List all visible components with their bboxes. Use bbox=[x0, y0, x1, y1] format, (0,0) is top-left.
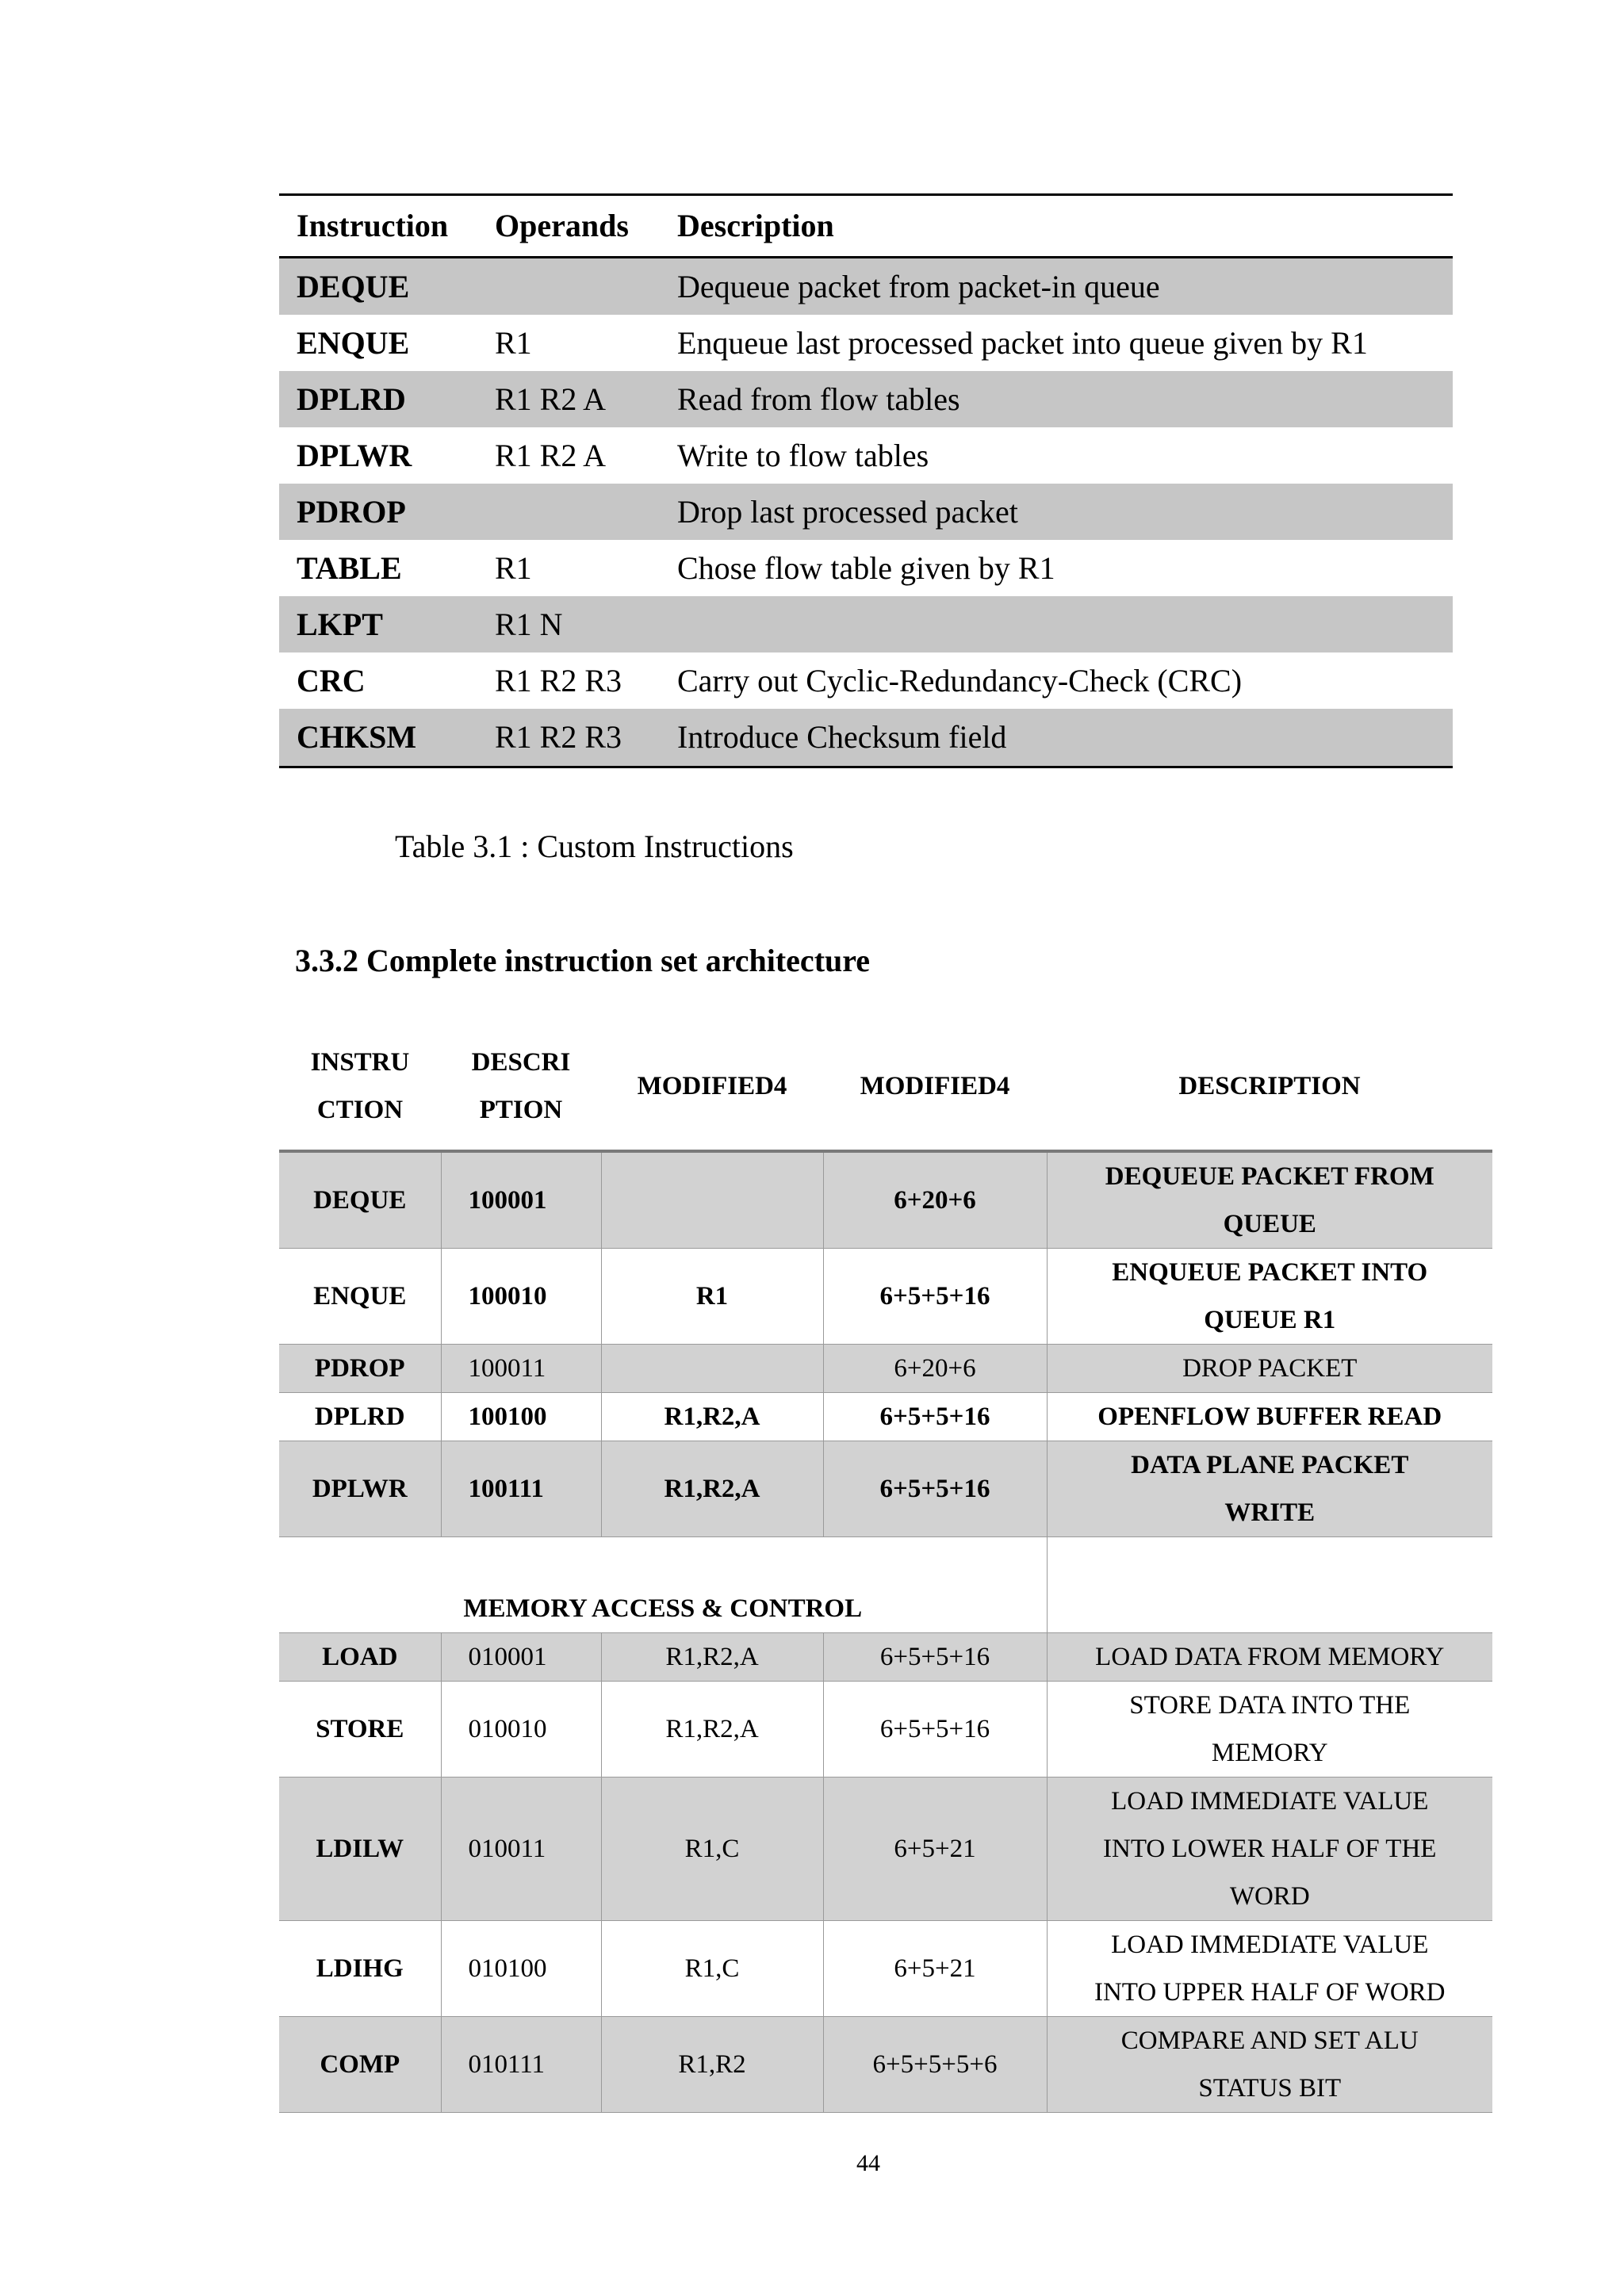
description-cell bbox=[1047, 1682, 1492, 1777]
opcode-cell: 100011 bbox=[441, 1345, 601, 1393]
description-cell bbox=[1047, 2017, 1492, 2113]
operands-cell bbox=[477, 484, 660, 540]
description-cell: DROP PACKET bbox=[1047, 1345, 1492, 1393]
description-line: DEQUEUE PACKET FROM bbox=[1105, 1162, 1434, 1191]
instruction-cell: DEQUE bbox=[279, 1151, 441, 1249]
instruction-cell: PDROP bbox=[279, 484, 477, 540]
operands-cell: R1 bbox=[495, 324, 532, 361]
format-cell: 6+5+5+5+6 bbox=[823, 2017, 1047, 2113]
description-cell: Drop last processed packet bbox=[660, 484, 1453, 540]
instruction-cell: PDROP bbox=[279, 1345, 441, 1393]
description-cell bbox=[1047, 1441, 1492, 1537]
isa-header-description: DESCRIPTION bbox=[1047, 1023, 1492, 1151]
operands-cell: R1 bbox=[495, 549, 532, 586]
description-line: LOAD IMMEDIATE VALUE bbox=[1111, 1787, 1429, 1816]
table-header-row bbox=[279, 195, 1453, 258]
operands-cell: R1 N bbox=[477, 596, 660, 652]
instruction-cell: STORE bbox=[279, 1682, 441, 1777]
header-line: PTION bbox=[479, 1096, 563, 1124]
instruction-cell: LDIHG bbox=[279, 1921, 441, 2017]
table-row bbox=[279, 1633, 1492, 1682]
opcode-cell: 100010 bbox=[441, 1249, 601, 1345]
table-caption: Table 3.1 : Custom Instructions bbox=[395, 828, 794, 864]
opcode-cell: 100100 bbox=[441, 1393, 601, 1441]
description-cell bbox=[1047, 1249, 1492, 1345]
format-cell: 6+5+5+16 bbox=[823, 1441, 1047, 1537]
opcode-cell: 010010 bbox=[441, 1682, 601, 1777]
description-cell: OPENFLOW BUFFER READ bbox=[1047, 1393, 1492, 1441]
isa-header-row bbox=[279, 1023, 1492, 1151]
instruction-cell: DPLRD bbox=[279, 371, 477, 427]
table-row bbox=[279, 2017, 1492, 2113]
description-cell bbox=[660, 596, 1453, 652]
description-cell: Introduce Checksum field bbox=[660, 709, 1453, 767]
header-operands: Operands bbox=[477, 195, 660, 258]
description-line: DATA PLANE PACKET bbox=[1131, 1451, 1409, 1479]
description-line: STATUS BIT bbox=[1198, 2074, 1342, 2103]
instruction-cell: ENQUE bbox=[297, 324, 410, 361]
description-cell: Read from flow tables bbox=[660, 371, 1453, 427]
format-cell: 6+5+21 bbox=[823, 1921, 1047, 2017]
format-cell: 6+20+6 bbox=[823, 1345, 1047, 1393]
operands-cell: R1 R2 A bbox=[495, 437, 607, 473]
isa-table bbox=[279, 1023, 1492, 2113]
format-cell: 6+5+21 bbox=[823, 1777, 1047, 1921]
table-row bbox=[279, 1393, 1492, 1441]
format-cell: 6+5+5+16 bbox=[823, 1393, 1047, 1441]
description-line: COMPARE AND SET ALU bbox=[1120, 2026, 1419, 2055]
table-row bbox=[279, 540, 1453, 596]
section-heading: 3.3.2 Complete instruction set architecture bbox=[295, 943, 871, 978]
instruction-cell: LOAD bbox=[279, 1633, 441, 1682]
opcode-cell: 010001 bbox=[441, 1633, 601, 1682]
format-cell: 6+5+5+16 bbox=[823, 1682, 1047, 1777]
operands-cell: R1 R2 R3 bbox=[477, 709, 660, 767]
isa-header-modified-1: MODIFIED4 bbox=[601, 1023, 823, 1151]
description-cell: Dequeue packet from packet-in queue bbox=[660, 258, 1453, 316]
description-cell bbox=[1047, 1921, 1492, 2017]
operands-cell: R1,R2 bbox=[601, 2017, 823, 2113]
table-row bbox=[279, 1777, 1492, 1921]
description-cell: Chose flow table given by R1 bbox=[677, 549, 1055, 586]
operands-cell: R1,R2,A bbox=[601, 1633, 823, 1682]
table-row bbox=[279, 652, 1453, 709]
instruction-cell: CHKSM bbox=[279, 709, 477, 767]
description-line: INTO LOWER HALF OF THE bbox=[1103, 1835, 1437, 1863]
opcode-cell: 010100 bbox=[441, 1921, 601, 2017]
description-line: LOAD IMMEDIATE VALUE bbox=[1111, 1931, 1429, 1959]
section-label: MEMORY ACCESS & CONTROL bbox=[279, 1537, 1047, 1633]
table-row bbox=[279, 1682, 1492, 1777]
table-row bbox=[279, 709, 1453, 767]
description-line: ENQUEUE PACKET INTO bbox=[1112, 1258, 1428, 1287]
instruction-cell: DEQUE bbox=[279, 258, 477, 316]
operands-cell: R1 bbox=[601, 1249, 823, 1345]
description-line: STORE DATA INTO THE bbox=[1129, 1691, 1411, 1720]
header-instruction: Instruction bbox=[279, 195, 477, 258]
header-line: DESCRI bbox=[471, 1048, 571, 1077]
instruction-cell: CRC bbox=[297, 662, 366, 698]
operands-cell: R1 R2 A bbox=[477, 371, 660, 427]
opcode-cell: 010111 bbox=[441, 2017, 601, 2113]
operands-cell: R1,R2,A bbox=[601, 1682, 823, 1777]
description-line: WORD bbox=[1229, 1882, 1310, 1911]
empty-cell bbox=[1047, 1537, 1492, 1633]
table-row bbox=[279, 1151, 1492, 1249]
opcode-cell: 100001 bbox=[441, 1151, 601, 1249]
table-row bbox=[279, 484, 1453, 540]
isa-header-modified-2: MODIFIED4 bbox=[823, 1023, 1047, 1151]
description-line: QUEUE bbox=[1223, 1210, 1316, 1238]
description-cell bbox=[1047, 1151, 1492, 1249]
format-cell: 6+20+6 bbox=[823, 1151, 1047, 1249]
description-line: QUEUE R1 bbox=[1204, 1306, 1336, 1334]
operands-cell: R1 R2 R3 bbox=[495, 662, 622, 698]
instruction-cell: DPLRD bbox=[279, 1393, 441, 1441]
instruction-cell: LKPT bbox=[279, 596, 477, 652]
header-line: INSTRU bbox=[310, 1048, 410, 1077]
description-line: WRITE bbox=[1224, 1498, 1316, 1527]
operands-cell: R1,R2,A bbox=[601, 1441, 823, 1537]
operands-cell bbox=[477, 258, 660, 316]
header-description: Description bbox=[660, 195, 1453, 258]
isa-header-instruction bbox=[279, 1023, 441, 1151]
table-row bbox=[279, 258, 1453, 316]
description-cell: LOAD DATA FROM MEMORY bbox=[1047, 1633, 1492, 1682]
section-row bbox=[279, 1537, 1492, 1633]
instruction-cell: ENQUE bbox=[279, 1249, 441, 1345]
description-cell: Enqueue last processed packet into queue given by R1 bbox=[677, 324, 1368, 361]
instruction-cell: TABLE bbox=[297, 549, 402, 586]
table-row bbox=[279, 1345, 1492, 1393]
custom-instructions-table bbox=[279, 193, 1453, 768]
isa-header-description-code bbox=[441, 1023, 601, 1151]
format-cell: 6+5+5+16 bbox=[823, 1633, 1047, 1682]
table-row bbox=[279, 371, 1453, 427]
page-number: 44 bbox=[856, 2150, 880, 2176]
description-cell: Write to flow tables bbox=[677, 437, 929, 473]
description-line: INTO UPPER HALF OF WORD bbox=[1094, 1978, 1446, 2007]
operands-cell: R1,R2,A bbox=[601, 1393, 823, 1441]
operands-cell bbox=[601, 1345, 823, 1393]
header-line: CTION bbox=[316, 1096, 404, 1124]
operands-cell: R1,C bbox=[601, 1777, 823, 1921]
instruction-cell: DPLWR bbox=[279, 1441, 441, 1537]
opcode-cell: 100111 bbox=[441, 1441, 601, 1537]
instruction-cell: DPLWR bbox=[297, 437, 412, 473]
table-row bbox=[279, 1249, 1492, 1345]
table-row bbox=[279, 1441, 1492, 1537]
format-cell: 6+5+5+16 bbox=[823, 1249, 1047, 1345]
table-row bbox=[279, 1921, 1492, 2017]
table-row bbox=[279, 427, 1453, 484]
table-row bbox=[279, 596, 1453, 652]
opcode-cell: 010011 bbox=[441, 1777, 601, 1921]
instruction-cell: COMP bbox=[279, 2017, 441, 2113]
table-row bbox=[279, 315, 1453, 371]
instruction-cell: LDILW bbox=[279, 1777, 441, 1921]
description-line: MEMORY bbox=[1211, 1739, 1328, 1767]
operands-cell bbox=[601, 1151, 823, 1249]
operands-cell: R1,C bbox=[601, 1921, 823, 2017]
description-cell: Carry out Cyclic-Redundancy-Check (CRC) bbox=[677, 662, 1243, 698]
description-cell bbox=[1047, 1777, 1492, 1921]
